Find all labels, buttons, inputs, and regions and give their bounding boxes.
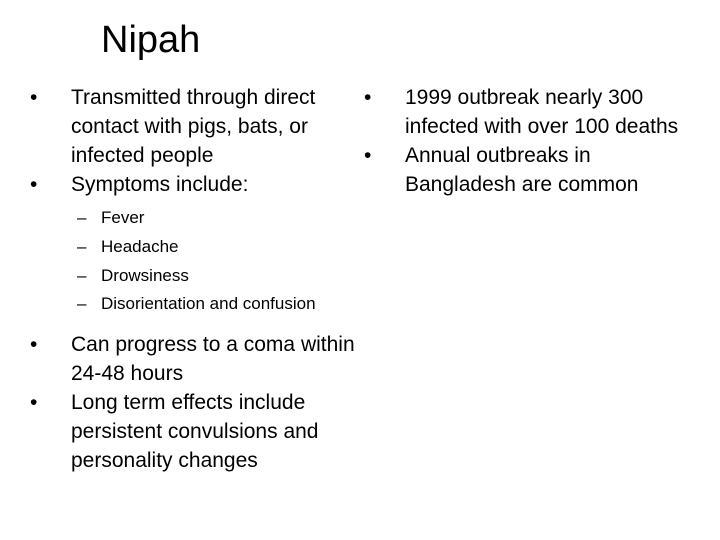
- sub-bullet-marker: –: [77, 294, 87, 313]
- sub-bullet-marker: –: [77, 266, 87, 285]
- left-bullet-list-top: [30, 83, 360, 199]
- right-bullet-list: [364, 83, 704, 199]
- bullet-item-transmission: [30, 83, 360, 170]
- bullet-marker: •: [30, 86, 38, 109]
- right-column: [364, 83, 704, 199]
- bullet-marker: •: [30, 391, 38, 414]
- sub-bullet-item-disorientation: [30, 292, 360, 316]
- slide-title: Nipah: [101, 19, 201, 61]
- bullet-item-long-term-effects: [30, 388, 360, 475]
- bullet-item-1999-outbreak: [364, 83, 704, 141]
- sub-bullet-text: Headache: [101, 237, 179, 256]
- sub-bullet-text: Disorientation and confusion: [101, 294, 316, 313]
- sub-bullet-item-fever: [30, 203, 360, 232]
- sub-bullet-marker: –: [77, 237, 87, 256]
- sub-bullet-item-headache: [30, 232, 360, 261]
- bullet-text: 1999 outbreak nearly 300 infected with over 100 deaths: [405, 86, 679, 138]
- bullet-item-symptoms: [30, 170, 360, 199]
- sub-bullet-text: Drowsiness: [101, 266, 189, 285]
- bullet-text: Annual outbreaks in Bangladesh are common: [405, 144, 639, 196]
- bullet-text: Can progress to a coma within 24-48 hours: [71, 333, 355, 385]
- bullet-marker: •: [30, 173, 38, 196]
- bullet-item-coma: [30, 330, 360, 388]
- bullet-marker: •: [364, 144, 372, 167]
- bullet-marker: •: [364, 86, 372, 109]
- bullet-text: Symptoms include:: [71, 173, 249, 196]
- sub-bullet-text: Fever: [101, 208, 145, 227]
- sub-bullet-marker: –: [77, 208, 87, 227]
- bullet-text: Long term effects include persistent convulsions and personality changes: [71, 391, 319, 472]
- symptom-sub-list: [30, 203, 360, 316]
- bullet-item-bangladesh-outbreaks: [364, 141, 704, 199]
- left-column: [30, 83, 360, 475]
- bullet-text: Transmitted through direct contact with pigs, bats, or infected people: [71, 86, 316, 167]
- bullet-marker: •: [30, 333, 38, 356]
- sub-bullet-item-drowsiness: [30, 261, 360, 290]
- left-bullet-list-bottom: [30, 330, 360, 475]
